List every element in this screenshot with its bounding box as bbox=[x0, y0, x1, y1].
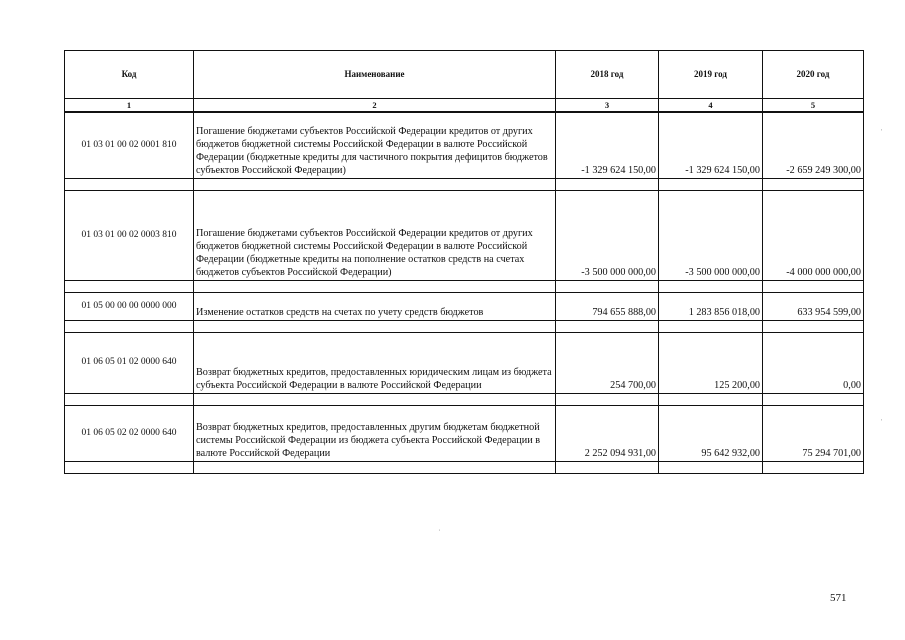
budget-table bbox=[64, 50, 864, 474]
row-name: Погашение бюджетами субъектов Российской Федерации кредитов от других бюджетов бюджетной системы Российской Федерации в валюте Российской Федерации (бюджетные кредиты для частичного покрытия дефицитов бюджетов субъектов Российской Федерации) bbox=[194, 112, 556, 178]
row-code: 01 06 05 01 02 0000 640 bbox=[65, 332, 194, 393]
table-row bbox=[65, 405, 864, 461]
row-code: 01 03 01 00 02 0003 810 bbox=[65, 190, 194, 280]
row-code: 01 03 01 00 02 0001 810 bbox=[65, 112, 194, 178]
header-2018: 2018 год bbox=[556, 51, 659, 99]
header-code: Код bbox=[65, 51, 194, 99]
spacer-row bbox=[65, 393, 864, 405]
column-number-row bbox=[65, 99, 864, 113]
row-2020: 75 294 701,00 bbox=[763, 405, 864, 461]
row-name: Погашение бюджетами субъектов Российской Федерации кредитов от других бюджетов бюджетной системы Российской Федерации в валюте Российской Федерации (бюджетные кредиты на пополнение остатков средств на счетах бюджетов субъектов Российской Федерации) bbox=[194, 190, 556, 280]
row-name: Возврат бюджетных кредитов, предоставленных другим бюджетам бюджетной системы Российской Федерации из бюджета субъекта Российской Федерации в валюте Российской Федерации bbox=[194, 405, 556, 461]
row-name: Изменение остатков средств на счетах по учету средств бюджетов bbox=[194, 292, 556, 320]
page-number: 571 bbox=[830, 592, 847, 604]
table-row bbox=[65, 292, 864, 320]
row-code: 01 05 00 00 00 0000 000 bbox=[65, 292, 194, 320]
row-2018: 2 252 094 931,00 bbox=[556, 405, 659, 461]
row-2019: -3 500 000 000,00 bbox=[659, 190, 763, 280]
scan-speck: ˈ bbox=[880, 128, 883, 137]
scan-speck: ˈ bbox=[880, 418, 883, 427]
scan-speck: ˙ bbox=[438, 528, 441, 537]
spacer-row bbox=[65, 320, 864, 332]
row-code: 01 06 05 02 02 0000 640 bbox=[65, 405, 194, 461]
row-2019: 1 283 856 018,00 bbox=[659, 292, 763, 320]
header-2020: 2020 год bbox=[763, 51, 864, 99]
row-2020: 0,00 bbox=[763, 332, 864, 393]
row-2020: 633 954 599,00 bbox=[763, 292, 864, 320]
table-row bbox=[65, 112, 864, 178]
table-row bbox=[65, 190, 864, 280]
row-2019: -1 329 624 150,00 bbox=[659, 112, 763, 178]
row-name: Возврат бюджетных кредитов, предоставленных юридическим лицам из бюджета субъекта Российской Федерации в валюте Российской Федерации bbox=[194, 332, 556, 393]
column-number: 3 bbox=[556, 99, 659, 113]
row-2019: 95 642 932,00 bbox=[659, 405, 763, 461]
row-2020: -4 000 000 000,00 bbox=[763, 190, 864, 280]
row-2018: 794 655 888,00 bbox=[556, 292, 659, 320]
row-2020: -2 659 249 300,00 bbox=[763, 112, 864, 178]
row-2018: -1 329 624 150,00 bbox=[556, 112, 659, 178]
column-number: 2 bbox=[194, 99, 556, 113]
row-2018: 254 700,00 bbox=[556, 332, 659, 393]
spacer-row bbox=[65, 461, 864, 473]
spacer-row bbox=[65, 178, 864, 190]
column-number: 1 bbox=[65, 99, 194, 113]
header-name: Наименование bbox=[194, 51, 556, 99]
table-row bbox=[65, 332, 864, 393]
column-number: 4 bbox=[659, 99, 763, 113]
column-number: 5 bbox=[763, 99, 864, 113]
header-row bbox=[65, 51, 864, 99]
header-2019: 2019 год bbox=[659, 51, 763, 99]
row-2018: -3 500 000 000,00 bbox=[556, 190, 659, 280]
spacer-row bbox=[65, 280, 864, 292]
row-2019: 125 200,00 bbox=[659, 332, 763, 393]
